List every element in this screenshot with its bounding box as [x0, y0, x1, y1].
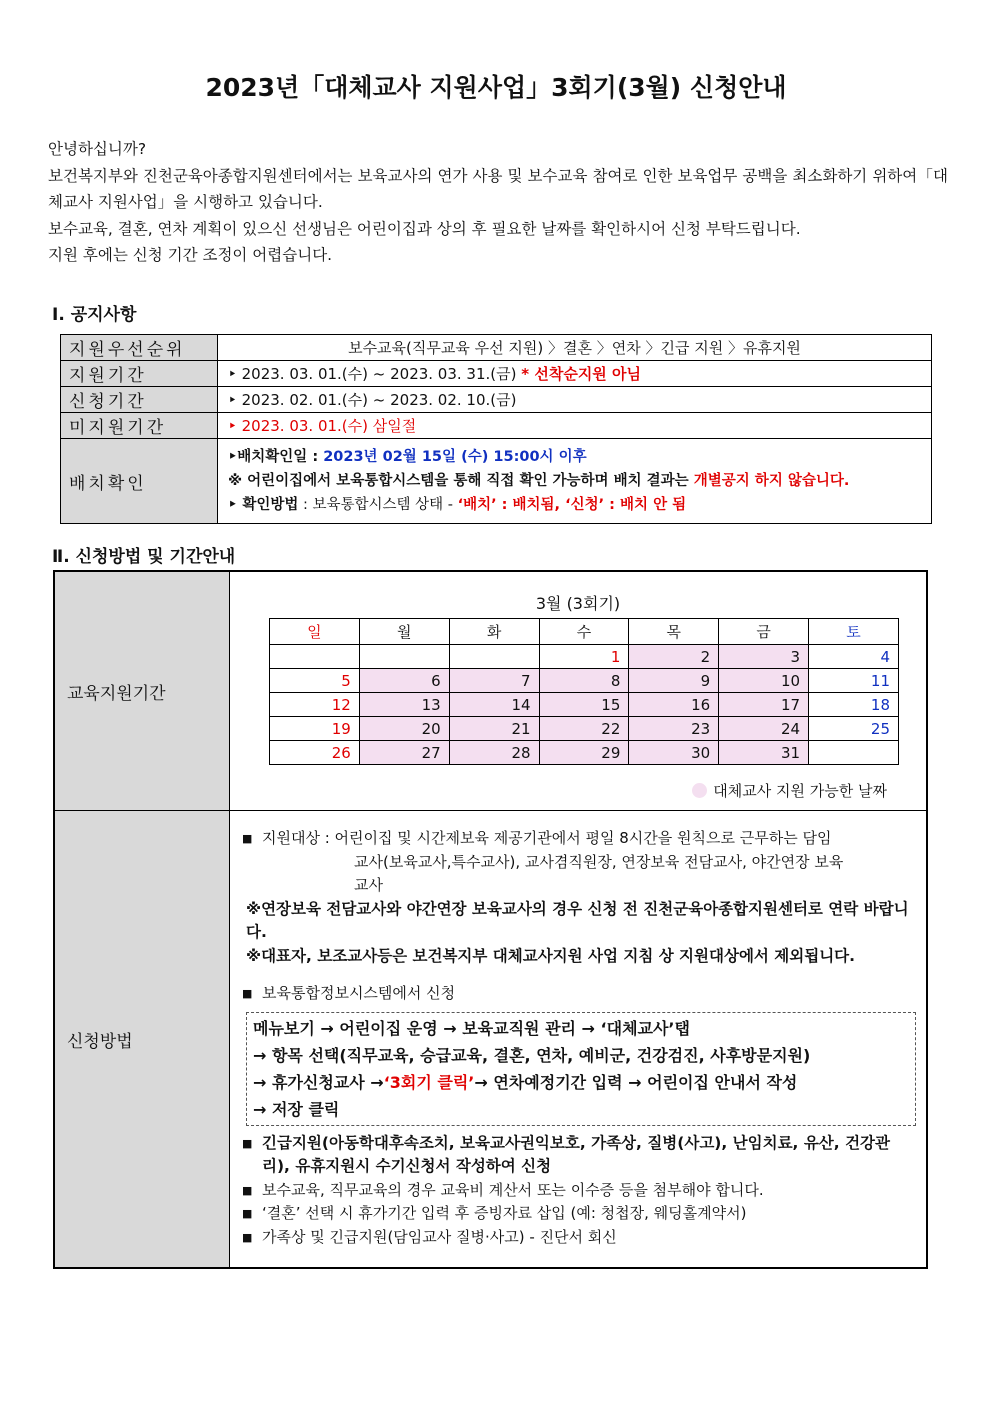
section-heading-apply: Ⅱ. 신청방법 및 기간안내: [52, 547, 236, 567]
confirm-note-highlight: 개별공지 하지 않습니다.: [693, 473, 850, 489]
confirm-note-line: [228, 469, 921, 493]
calendar-date-cell: 21: [449, 717, 539, 741]
calendar-date-cell: 4: [809, 645, 899, 669]
calendar-grid: [269, 618, 899, 765]
calendar-date-cell: 5: [270, 669, 360, 693]
menu-path-3b: ‘3회기 클릭’: [383, 1072, 475, 1092]
calendar-date-cell: 6: [359, 669, 449, 693]
calendar-date-cell: [359, 645, 449, 669]
notice-table: [60, 334, 932, 524]
calendar-label: 교육지원기간: [54, 571, 230, 811]
calendar-date-cell: 15: [539, 693, 629, 717]
confirm-label: 배치확인: [61, 439, 218, 524]
calendar-day-header: 월: [359, 619, 449, 645]
calendar-day-header: 토: [809, 619, 899, 645]
confirm-date-line: [228, 445, 921, 469]
calendar-date-cell: 31: [719, 741, 809, 765]
calendar-date-cell: 28: [449, 741, 539, 765]
confirm-method-line: [228, 493, 921, 517]
list-item: ■ 보수교육, 직무교육의 경우 교육비 계산서 또는 이수증 등을 첨부해야 합니다.: [242, 1179, 916, 1203]
calendar-date-cell: 26: [270, 741, 360, 765]
calendar-date-cell: 30: [629, 741, 719, 765]
calendar-date-cell: 11: [809, 669, 899, 693]
calendar-day-header: 화: [449, 619, 539, 645]
legend-text: 대체교사 지원 가능한 날짜: [713, 782, 887, 800]
intro-line: 지원 후에는 신청 기간 조정이 어렵습니다.: [48, 246, 333, 264]
menu-path-line-3: [253, 1069, 909, 1096]
note-excluded: ※대표자, 보조교사등은 보건복지부 대체교사지원 사업 지침 상 지원대상에서 제외됩니다.: [246, 946, 856, 965]
system-text: 보육통합정보시스템에서 신청: [262, 984, 456, 1002]
calendar-legend: [692, 780, 887, 801]
urgent-item: ■ 긴급지원(아동학대후속조치, 보육교사권익보호, 가족상, 질병(사고), 난임치료, 유산, 건강관리), 유휴지원시 수기신청서 작성하여 신청: [242, 1132, 916, 1179]
calendar-date-cell: 14: [449, 693, 539, 717]
calendar-date-cell: 9: [629, 669, 719, 693]
menu-path-box: [246, 1012, 916, 1126]
calendar-date-cell: 16: [629, 693, 719, 717]
list-item: ■ 가족상 및 긴급지원(담임교사 질병·사고) - 진단서 회신: [242, 1226, 916, 1250]
menu-path-line-4: → 저장 클릭: [253, 1099, 340, 1119]
calendar-date-cell: 2: [629, 645, 719, 669]
intro-line: 안녕하십니까?: [48, 140, 147, 158]
menu-path-3a: → 휴가신청교사 →: [253, 1072, 384, 1092]
menu-path-line-2: → 항목 선택(직무교육, 승급교육, 결혼, 연차, 예비군, 건강검진, 사후방문지원): [253, 1045, 811, 1065]
apply-table: [53, 570, 928, 1269]
calendar-day-header: 목: [629, 619, 719, 645]
priority-label: 지원우선순위: [61, 335, 218, 361]
calendar-day-header: 수: [539, 619, 629, 645]
legend-swatch: [692, 783, 707, 798]
confirm-cell: [218, 439, 932, 524]
target-line-2: 교사(보육교사,특수교사), 교사겸직원장, 연장보육 전담교사, 야간연장 보육: [354, 852, 844, 871]
calendar-date-cell: 22: [539, 717, 629, 741]
apply-value: ‣ 2023. 02. 01.(수) ~ 2023. 02. 10.(금): [218, 387, 932, 413]
calendar-date-cell: 18: [809, 693, 899, 717]
note-extended-care: ※연장보육 전담교사와 야간연장 보육교사의 경우 신청 전 진천군육아종합지원센터로 연락 바랍니다.: [246, 899, 909, 941]
calendar-date-cell: 19: [270, 717, 360, 741]
nosupport-value: ‣ 2023. 03. 01.(수) 삼일절: [218, 413, 932, 439]
urgent-text: 긴급지원(아동학대후속조치, 보육교사권익보호, 가족상, 질병(사고), 난임치료, 유산, 건강관리), 유휴지원시 수기신청서 작성하여 신청: [262, 1133, 890, 1175]
confirm-date-value: 2023년 02월 15일 (수) 15:00시 이후: [323, 449, 587, 465]
intro-line: 보건복지부와 진천군육아종합지원센터에서는 보육교사의 연가 사용 및 보수교육 참여로 인한 보육업무 공백을 최소화하기 위하여「대체교사 지원사업」을 시행하고 있습니다.: [48, 166, 948, 211]
page-title: 2023년「대체교사 지원사업」3회기(3월) 신청안내: [205, 73, 787, 102]
apply-label: 신청기간: [61, 387, 218, 413]
calendar-day-header: 일: [270, 619, 360, 645]
period-label: 지원기간: [61, 361, 218, 387]
calendar-date-cell: 12: [270, 693, 360, 717]
target-item: ■ 지원대상 : 어린이집 및 시간제보육 제공기관에서 평일 8시간을 원칙으로 근무하는 담임: [242, 827, 916, 851]
period-value: ‣ 2023. 03. 01.(수) ~ 2023. 03. 31.(금): [228, 365, 517, 383]
calendar-date-cell: 24: [719, 717, 809, 741]
confirm-note-text: ※ 어린이집에서 보육통합시스템을 통해 직접 확인 가능하며 배치 결과는: [228, 473, 694, 489]
calendar-date-cell: [809, 741, 899, 765]
period-cell: [218, 361, 932, 387]
calendar-day-header: 금: [719, 619, 809, 645]
calendar-date-cell: 23: [629, 717, 719, 741]
calendar-date-cell: 1: [539, 645, 629, 669]
calendar-date-cell: 25: [809, 717, 899, 741]
menu-path-3c: → 연차예정기간 입력 → 어린이집 안내서 작성: [474, 1072, 798, 1092]
priority-value: 보수교육(직무교육 우선 지원) 〉결혼 〉연차 〉긴급 지원 〉유휴지원: [218, 335, 932, 361]
calendar-date-cell: [449, 645, 539, 669]
nosupport-label: 미지원기간: [61, 413, 218, 439]
target-line-1: 지원대상 : 어린이집 및 시간제보육 제공기관에서 평일 8시간을 원칙으로 근무하는 담임: [262, 829, 832, 847]
list-item: ■ ‘결혼’ 선택 시 휴가기간 입력 후 증빙자료 삽입 (예: 청첩장, 웨딩홀계약서): [242, 1202, 916, 1226]
list-item-text: 가족상 및 긴급지원(담임교사 질병·사고) - 진단서 회신: [262, 1227, 617, 1246]
calendar-date-cell: 3: [719, 645, 809, 669]
calendar-date-cell: 17: [719, 693, 809, 717]
calendar-date-cell: 10: [719, 669, 809, 693]
system-item: ■ 보육통합정보시스템에서 신청: [242, 982, 916, 1006]
calendar-date-cell: 8: [539, 669, 629, 693]
calendar-date-cell: 7: [449, 669, 539, 693]
confirm-method-text: : 보육통합시스템 상태 -: [298, 497, 458, 513]
intro-text: [48, 136, 948, 269]
period-note: * 선착순지원 아님: [521, 365, 642, 383]
calendar-date-cell: 27: [359, 741, 449, 765]
calendar-date-cell: 20: [359, 717, 449, 741]
confirm-method-highlight: ‘배치’ : 배치됨, ‘신청’ : 배치 안 됨: [457, 497, 687, 513]
calendar-date-cell: 13: [359, 693, 449, 717]
target-line-3: 교사: [354, 876, 383, 894]
calendar-date-cell: 29: [539, 741, 629, 765]
intro-line: 보수교육, 결혼, 연차 계획이 있으신 선생님은 어린이집과 상의 후 필요한 날짜를 확인하시어 신청 부탁드립니다.: [48, 219, 801, 238]
list-item-text: 보수교육, 직무교육의 경우 교육비 계산서 또는 이수증 등을 첨부해야 합니다.: [262, 1180, 764, 1199]
section-heading-notice: Ⅰ. 공지사항: [52, 305, 137, 325]
calendar-title: 3월 (3회기): [535, 594, 621, 613]
calendar-date-cell: [270, 645, 360, 669]
method-label: 신청방법: [54, 811, 230, 1269]
menu-path-line-1: 메뉴보기 → 어린이집 운영 → 보육교직원 관리 → ‘대체교사’탭: [253, 1018, 690, 1038]
calendar-cell: [230, 571, 928, 811]
confirm-method-label: ‣ 확인방법: [228, 497, 299, 513]
confirm-date-label: ‣배치확인일 :: [228, 449, 324, 465]
method-cell: [230, 811, 928, 1269]
list-item-text: ‘결혼’ 선택 시 휴가기간 입력 후 증빙자료 삽입 (예: 청첩장, 웨딩홀계약서): [262, 1204, 747, 1222]
